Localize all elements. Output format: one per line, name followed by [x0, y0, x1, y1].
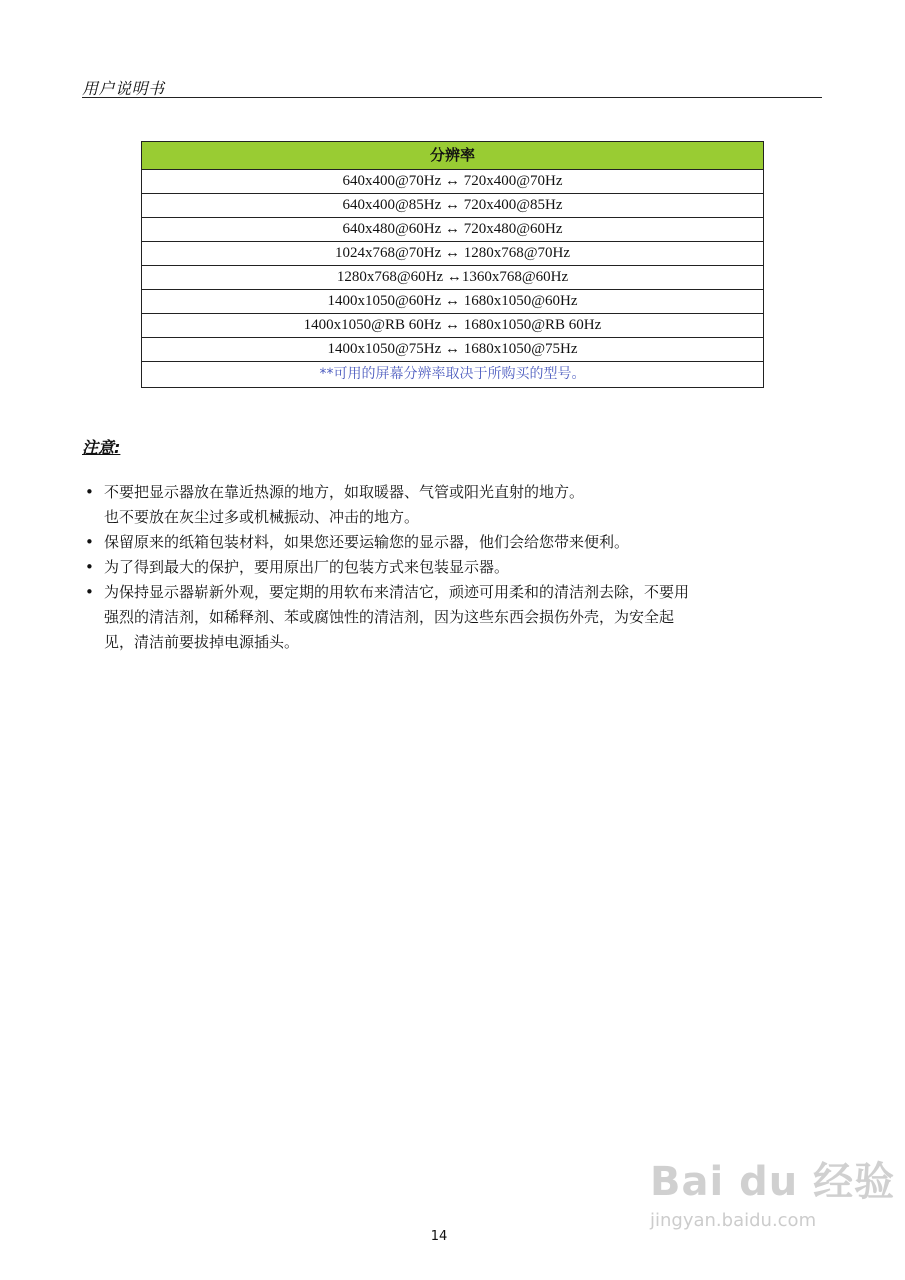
- table-row: [142, 266, 764, 290]
- list-item: [82, 555, 822, 580]
- list-item-line: 不要把显示器放在靠近热源的地方，如取暖器、气管或阳光直射的地方。: [104, 483, 585, 501]
- table-row: [142, 218, 764, 242]
- bullet-icon: •: [85, 583, 94, 601]
- table-row: [142, 338, 764, 362]
- watermark-logo: Bai du 经验: [650, 1159, 896, 1205]
- table-note-row: [142, 362, 764, 388]
- table-row: [142, 290, 764, 314]
- bullet-icon: •: [85, 533, 94, 551]
- list-item-line: 为了得到最大的保护，要用原出厂的包装方式来包装显示器。: [104, 558, 510, 576]
- resolution-note: **可用的屏幕分辨率取决于所购买的型号。: [142, 362, 764, 388]
- list-item-line: 也不要放在灰尘过多或机械振动、冲击的地方。: [104, 508, 420, 526]
- bullet-icon: •: [85, 558, 94, 576]
- resolution-cell: 640x400@70Hz ↔ 720x400@70Hz: [142, 170, 764, 194]
- table-heading: 分辨率: [142, 142, 764, 170]
- resolution-cell: 1024x768@70Hz ↔ 1280x768@70Hz: [142, 242, 764, 266]
- resolution-cell: 640x400@85Hz ↔ 720x400@85Hz: [142, 194, 764, 218]
- document-header-title: 用户说明书: [82, 79, 165, 98]
- bullet-icon: •: [85, 483, 94, 501]
- notice-list: [82, 480, 822, 655]
- resolution-cell: 640x480@60Hz ↔ 720x480@60Hz: [142, 218, 764, 242]
- watermark-url: jingyan.baidu.com: [650, 1210, 817, 1231]
- list-item-line: 见，清洁前要拔掉电源插头。: [104, 633, 300, 651]
- page-number: 14: [430, 1229, 448, 1244]
- list-item: [82, 580, 822, 655]
- table-row: [142, 242, 764, 266]
- resolution-cell: 1400x1050@60Hz ↔ 1680x1050@60Hz: [142, 290, 764, 314]
- table-row: [142, 170, 764, 194]
- list-item-line: 强烈的清洁剂，如稀释剂、苯或腐蚀性的清洁剂，因为这些东西会损伤外壳，为安全起: [104, 608, 675, 626]
- list-item: [82, 480, 822, 530]
- table-row: [142, 314, 764, 338]
- resolution-cell: 1280x768@60Hz ↔1360x768@60Hz: [142, 266, 764, 290]
- list-item: [82, 530, 822, 555]
- table-row: [142, 194, 764, 218]
- header-divider: [82, 97, 822, 98]
- notice-heading: 注意:: [82, 438, 121, 457]
- resolution-cell: 1400x1050@75Hz ↔ 1680x1050@75Hz: [142, 338, 764, 362]
- list-item-line: 保留原来的纸箱包装材料，如果您还要运输您的显示器，他们会给您带来便利。: [104, 533, 630, 551]
- resolution-table: [141, 141, 764, 388]
- resolution-cell: 1400x1050@RB 60Hz ↔ 1680x1050@RB 60Hz: [142, 314, 764, 338]
- list-item-line: 为保持显示器崭新外观，要定期的用软布来清洁它，顽迹可用柔和的清洁剂去除，不要用: [104, 583, 690, 601]
- table-header-row: [142, 142, 764, 170]
